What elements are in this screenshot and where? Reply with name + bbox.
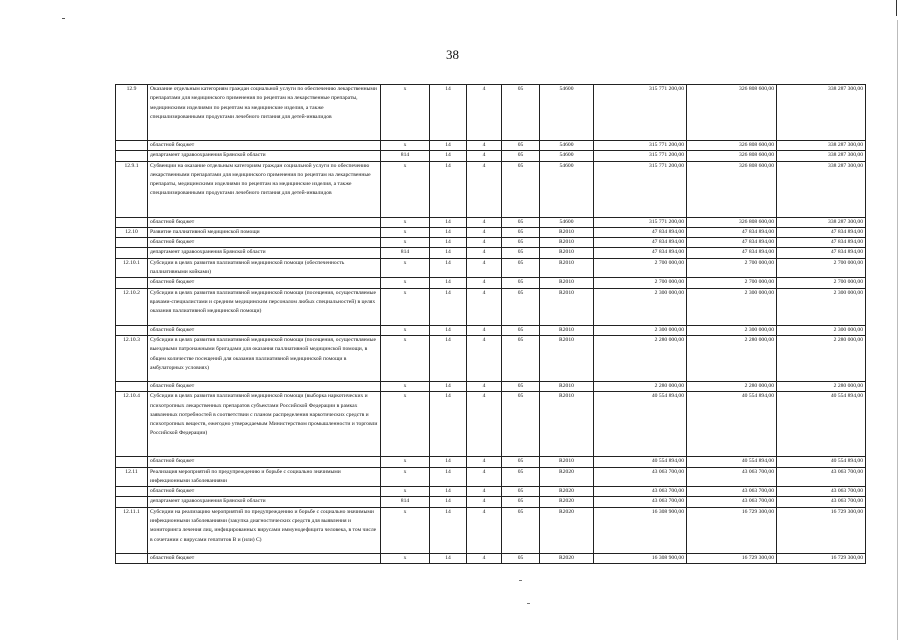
- row-code-direction: R2010: [540, 288, 594, 325]
- row-code-program: 4: [467, 467, 502, 487]
- row-code-direction: R2010: [540, 278, 594, 288]
- row-number: 12.9.1: [116, 161, 148, 217]
- row-code-direction: R2010: [540, 381, 594, 391]
- row-code-section: 14: [430, 392, 467, 457]
- row-number: [116, 248, 148, 258]
- row-description: Оказание отдельным категориям граждан социальной услуги по обеспечению лекарственными препаратами для медицинского применения по рецептам на лекарственные препараты, медицинскими изделиями по рецептам на медицинские изделия, а также специализированными продуктами лечебного питания для детей-инвалидов: [148, 85, 381, 141]
- row-code-program: 4: [467, 278, 502, 288]
- row-code-program: 4: [467, 507, 502, 553]
- row-value-year3: 2 300 000,00: [777, 325, 866, 335]
- row-code-grbs: 814: [381, 151, 430, 161]
- row-value-year3: 47 834 894,00: [777, 248, 866, 258]
- row-description: областной бюджет: [148, 325, 381, 335]
- row-value-year3: 43 063 700,00: [777, 487, 866, 497]
- row-code-subprogram: 05: [502, 288, 540, 325]
- table-row: [116, 227, 866, 237]
- row-code-section: 14: [430, 161, 467, 217]
- row-value-year1: 315 771 200,00: [594, 151, 687, 161]
- row-code-direction: 54600: [540, 217, 594, 227]
- row-code-program: 4: [467, 381, 502, 391]
- row-code-section: 14: [430, 335, 467, 381]
- row-number: [116, 553, 148, 563]
- row-code-subprogram: 05: [502, 457, 540, 467]
- table-row: [116, 467, 866, 487]
- row-description: департамент здравоохранения Брянской области: [148, 497, 381, 507]
- row-code-section: 14: [430, 85, 467, 141]
- row-code-grbs: х: [381, 457, 430, 467]
- row-value-year3: 2 700 000,00: [777, 258, 866, 278]
- row-code-grbs: х: [381, 467, 430, 487]
- row-code-subprogram: 05: [502, 392, 540, 457]
- row-code-grbs: х: [381, 507, 430, 553]
- row-code-direction: R2020: [540, 497, 594, 507]
- table-row: [116, 457, 866, 467]
- row-value-year2: 326 808 600,00: [687, 161, 777, 217]
- row-code-grbs: х: [381, 278, 430, 288]
- row-description: областной бюджет: [148, 238, 381, 248]
- row-code-grbs: х: [381, 161, 430, 217]
- row-number: 12.10.1: [116, 258, 148, 278]
- row-code-subprogram: 05: [502, 497, 540, 507]
- row-code-section: 14: [430, 487, 467, 497]
- row-code-subprogram: 05: [502, 227, 540, 237]
- row-code-program: 4: [467, 238, 502, 248]
- row-code-direction: R2020: [540, 553, 594, 563]
- row-value-year1: 16 308 900,00: [594, 553, 687, 563]
- row-value-year2: 2 700 000,00: [687, 258, 777, 278]
- row-number: [116, 141, 148, 151]
- row-value-year1: 47 834 894,00: [594, 248, 687, 258]
- row-value-year3: 40 554 894,00: [777, 457, 866, 467]
- table-row: [116, 248, 866, 258]
- row-value-year1: 2 700 000,00: [594, 278, 687, 288]
- row-code-section: 14: [430, 238, 467, 248]
- row-description: Субсидии в целях развития паллиативной медицинской помощи (обеспеченность паллиативными койками): [148, 258, 381, 278]
- row-number: [116, 487, 148, 497]
- row-code-section: 14: [430, 248, 467, 258]
- scan-edge-line: [897, 20, 898, 640]
- table-row: [116, 258, 866, 278]
- row-number: 12.11: [116, 467, 148, 487]
- table-row: [116, 392, 866, 457]
- row-number: [116, 278, 148, 288]
- row-value-year1: 2 700 000,00: [594, 258, 687, 278]
- row-code-subprogram: 05: [502, 238, 540, 248]
- row-code-direction: 54600: [540, 151, 594, 161]
- row-code-grbs: х: [381, 335, 430, 381]
- table-row: [116, 553, 866, 563]
- row-code-program: 4: [467, 227, 502, 237]
- row-code-section: 14: [430, 258, 467, 278]
- row-code-grbs: х: [381, 392, 430, 457]
- row-code-grbs: х: [381, 553, 430, 563]
- row-value-year3: 16 729 300,00: [777, 553, 866, 563]
- row-value-year1: 40 554 894,00: [594, 392, 687, 457]
- row-value-year1: 315 771 200,00: [594, 141, 687, 151]
- row-code-subprogram: 05: [502, 553, 540, 563]
- row-value-year3: 338 287 300,00: [777, 85, 866, 141]
- row-code-grbs: 814: [381, 248, 430, 258]
- row-value-year1: 47 834 894,00: [594, 227, 687, 237]
- row-code-section: 14: [430, 553, 467, 563]
- row-code-grbs: х: [381, 227, 430, 237]
- row-code-grbs: х: [381, 141, 430, 151]
- table-row: [116, 325, 866, 335]
- row-code-direction: R2010: [540, 248, 594, 258]
- row-code-direction: R2010: [540, 227, 594, 237]
- row-value-year2: 40 554 894,00: [687, 457, 777, 467]
- row-code-grbs: х: [381, 258, 430, 278]
- row-value-year3: 2 700 000,00: [777, 278, 866, 288]
- row-code-section: 14: [430, 381, 467, 391]
- row-value-year3: 43 063 700,00: [777, 497, 866, 507]
- row-value-year1: 40 554 894,00: [594, 457, 687, 467]
- row-code-program: 4: [467, 258, 502, 278]
- row-value-year3: 338 287 300,00: [777, 217, 866, 227]
- row-code-direction: R2010: [540, 457, 594, 467]
- row-value-year3: 338 287 300,00: [777, 141, 866, 151]
- row-code-section: 14: [430, 497, 467, 507]
- row-description: областной бюджет: [148, 278, 381, 288]
- row-code-subprogram: 05: [502, 467, 540, 487]
- table-row: [116, 497, 866, 507]
- row-code-section: 14: [430, 141, 467, 151]
- row-description: Субсидии на реализацию мероприятий по предупреждению и борьбе с социально значимыми инфекционными заболеваниями (закупка диагностических средств для выявления и мониторинга лечения лиц, инфицированных вирусами иммунодефицита человека, в том числе в сочетании с вирусами гепатитов B и (или) C): [148, 507, 381, 553]
- row-code-direction: R2010: [540, 258, 594, 278]
- row-code-program: 4: [467, 288, 502, 325]
- row-code-grbs: х: [381, 487, 430, 497]
- row-value-year3: 338 287 300,00: [777, 161, 866, 217]
- row-number: [116, 238, 148, 248]
- row-code-program: 4: [467, 217, 502, 227]
- row-description: Субсидии в целях развития паллиативной медицинской помощи (выборка наркотических и психотропных лекарственных препаратов субъектами Российской Федерации в рамках заявленных потребностей в соответствии с планом распределения наркотических средств и психотропных веществ, ежегодно утверждаемым Министерством промышленности и торговли Российской Федерации): [148, 392, 381, 457]
- row-number: [116, 325, 148, 335]
- row-code-direction: R2010: [540, 325, 594, 335]
- page-number: 38: [446, 47, 459, 62]
- row-code-subprogram: 05: [502, 151, 540, 161]
- row-code-subprogram: 05: [502, 507, 540, 553]
- row-code-grbs: х: [381, 217, 430, 227]
- row-code-section: 14: [430, 151, 467, 161]
- table-row: [116, 217, 866, 227]
- row-value-year1: 2 300 000,00: [594, 288, 687, 325]
- row-value-year1: 16 308 900,00: [594, 507, 687, 553]
- row-code-direction: R2010: [540, 238, 594, 248]
- row-code-grbs: х: [381, 325, 430, 335]
- table-row: [116, 238, 866, 248]
- row-code-program: 4: [467, 161, 502, 217]
- row-value-year3: 16 729 300,00: [777, 507, 866, 553]
- row-code-program: 4: [467, 151, 502, 161]
- row-description: областной бюджет: [148, 141, 381, 151]
- row-code-direction: R2010: [540, 335, 594, 381]
- row-code-direction: R2010: [540, 392, 594, 457]
- budget-table: [115, 84, 866, 564]
- row-code-subprogram: 05: [502, 325, 540, 335]
- row-value-year1: 43 063 700,00: [594, 497, 687, 507]
- row-value-year1: 43 063 700,00: [594, 467, 687, 487]
- row-code-subprogram: 05: [502, 258, 540, 278]
- row-code-program: 4: [467, 487, 502, 497]
- row-number: 12.11.1: [116, 507, 148, 553]
- table-row: [116, 507, 866, 553]
- row-value-year3: 47 834 894,00: [777, 238, 866, 248]
- row-value-year1: 315 771 200,00: [594, 85, 687, 141]
- row-value-year2: 47 834 894,00: [687, 227, 777, 237]
- row-value-year3: 47 834 894,00: [777, 227, 866, 237]
- row-value-year2: 16 729 300,00: [687, 553, 777, 563]
- row-value-year1: 2 300 000,00: [594, 325, 687, 335]
- row-code-program: 4: [467, 335, 502, 381]
- row-value-year2: 2 280 000,00: [687, 381, 777, 391]
- row-description: департамент здравоохранения Брянской области: [148, 248, 381, 258]
- row-value-year3: 43 063 700,00: [777, 467, 866, 487]
- row-description: Субсидии в целях развития паллиативной медицинской помощи (посещения, осуществляемые врачами-специалистами и средним медицинским персоналом любых специальностей) в целях оказания паллиативной медицинской помощи): [148, 288, 381, 325]
- table-row: [116, 85, 866, 141]
- row-code-direction: R2020: [540, 487, 594, 497]
- row-code-program: 4: [467, 457, 502, 467]
- row-value-year2: 16 729 300,00: [687, 507, 777, 553]
- row-value-year2: 326 808 600,00: [687, 151, 777, 161]
- row-number: [116, 217, 148, 227]
- row-code-subprogram: 05: [502, 381, 540, 391]
- row-value-year2: 43 063 700,00: [687, 487, 777, 497]
- row-code-subprogram: 05: [502, 217, 540, 227]
- row-value-year2: 47 834 894,00: [687, 248, 777, 258]
- row-number: [116, 497, 148, 507]
- row-value-year2: 2 300 000,00: [687, 325, 777, 335]
- row-value-year2: 40 554 894,00: [687, 392, 777, 457]
- row-code-program: 4: [467, 553, 502, 563]
- row-code-subprogram: 05: [502, 335, 540, 381]
- row-value-year3: 2 280 000,00: [777, 335, 866, 381]
- row-code-section: 14: [430, 227, 467, 237]
- row-number: 12.10.4: [116, 392, 148, 457]
- scan-edge-mark: [896, 0, 897, 16]
- row-value-year2: 43 063 700,00: [687, 467, 777, 487]
- row-code-section: 14: [430, 457, 467, 467]
- scan-speck: [527, 603, 530, 604]
- row-value-year2: 326 808 600,00: [687, 85, 777, 141]
- row-number: 12.10.2: [116, 288, 148, 325]
- row-value-year2: 2 300 000,00: [687, 288, 777, 325]
- row-code-section: 14: [430, 467, 467, 487]
- table-row: [116, 151, 866, 161]
- row-code-subprogram: 05: [502, 487, 540, 497]
- row-code-program: 4: [467, 141, 502, 151]
- row-description: Субвенции на оказание отдельным категориям граждан социальной услуги по обеспечению лекарственными препаратами для медицинского применения по рецептам на лекарственные препараты, медицинскими изделиями по рецептам на медицинские изделия, а также специализированными продуктами лечебного питания для детей-инвалидов: [148, 161, 381, 217]
- row-value-year2: 326 808 600,00: [687, 217, 777, 227]
- row-value-year1: 2 280 000,00: [594, 335, 687, 381]
- row-code-program: 4: [467, 248, 502, 258]
- row-number: [116, 381, 148, 391]
- table-row: [116, 141, 866, 151]
- table-row: [116, 487, 866, 497]
- row-code-section: 14: [430, 325, 467, 335]
- row-value-year2: 326 808 600,00: [687, 141, 777, 151]
- row-code-program: 4: [467, 392, 502, 457]
- row-description: Развитие паллиативной медицинской помощи: [148, 227, 381, 237]
- row-value-year3: 2 300 000,00: [777, 288, 866, 325]
- row-code-direction: 54600: [540, 161, 594, 217]
- row-value-year2: 2 280 000,00: [687, 335, 777, 381]
- row-value-year2: 2 700 000,00: [687, 278, 777, 288]
- row-code-direction: 54600: [540, 141, 594, 151]
- row-description: областной бюджет: [148, 487, 381, 497]
- row-description: областной бюджет: [148, 217, 381, 227]
- row-code-program: 4: [467, 497, 502, 507]
- scan-speck: [519, 580, 522, 581]
- row-code-subprogram: 05: [502, 248, 540, 258]
- row-code-direction: R2020: [540, 467, 594, 487]
- row-code-subprogram: 05: [502, 161, 540, 217]
- row-code-direction: 54600: [540, 85, 594, 141]
- table-row: [116, 161, 866, 217]
- row-code-program: 4: [467, 85, 502, 141]
- row-code-section: 14: [430, 507, 467, 553]
- row-code-grbs: х: [381, 381, 430, 391]
- row-description: Реализация мероприятий по предупреждению и борьбе с социально значимыми инфекционными заболеваниями: [148, 467, 381, 487]
- table-row: [116, 335, 866, 381]
- row-number: [116, 457, 148, 467]
- row-code-section: 14: [430, 278, 467, 288]
- row-description: областной бюджет: [148, 553, 381, 563]
- row-number: 12.10: [116, 227, 148, 237]
- row-number: [116, 151, 148, 161]
- table-body: [116, 85, 866, 564]
- row-code-grbs: х: [381, 238, 430, 248]
- row-code-grbs: 814: [381, 497, 430, 507]
- scan-mark: [62, 18, 65, 19]
- row-value-year1: 2 280 000,00: [594, 381, 687, 391]
- row-value-year1: 315 771 200,00: [594, 217, 687, 227]
- row-value-year3: 2 280 000,00: [777, 381, 866, 391]
- row-code-grbs: х: [381, 288, 430, 325]
- row-value-year3: 40 554 894,00: [777, 392, 866, 457]
- row-code-section: 14: [430, 288, 467, 325]
- row-description: областной бюджет: [148, 381, 381, 391]
- row-value-year2: 47 834 894,00: [687, 238, 777, 248]
- row-value-year1: 43 063 700,00: [594, 487, 687, 497]
- row-code-subprogram: 05: [502, 278, 540, 288]
- table-row: [116, 288, 866, 325]
- row-code-program: 4: [467, 325, 502, 335]
- row-code-grbs: х: [381, 85, 430, 141]
- row-description: Субсидии в целях развития паллиативной медицинской помощи (посещения, осуществляемые выездными патронажными бригадами для оказания паллиативной медицинской помощи, в общем количестве посещений для оказания паллиативной медицинской помощи в амбулаторных условиях): [148, 335, 381, 381]
- row-number: 12.9: [116, 85, 148, 141]
- table-row: [116, 278, 866, 288]
- row-value-year3: 338 287 300,00: [777, 151, 866, 161]
- row-description: областной бюджет: [148, 457, 381, 467]
- row-code-section: 14: [430, 217, 467, 227]
- row-description: департамент здравоохранения Брянской области: [148, 151, 381, 161]
- row-value-year1: 315 771 200,00: [594, 161, 687, 217]
- row-number: 12.10.3: [116, 335, 148, 381]
- row-code-subprogram: 05: [502, 141, 540, 151]
- row-code-direction: R2020: [540, 507, 594, 553]
- row-value-year2: 43 063 700,00: [687, 497, 777, 507]
- row-value-year1: 47 834 894,00: [594, 238, 687, 248]
- row-code-subprogram: 05: [502, 85, 540, 141]
- table-row: [116, 381, 866, 391]
